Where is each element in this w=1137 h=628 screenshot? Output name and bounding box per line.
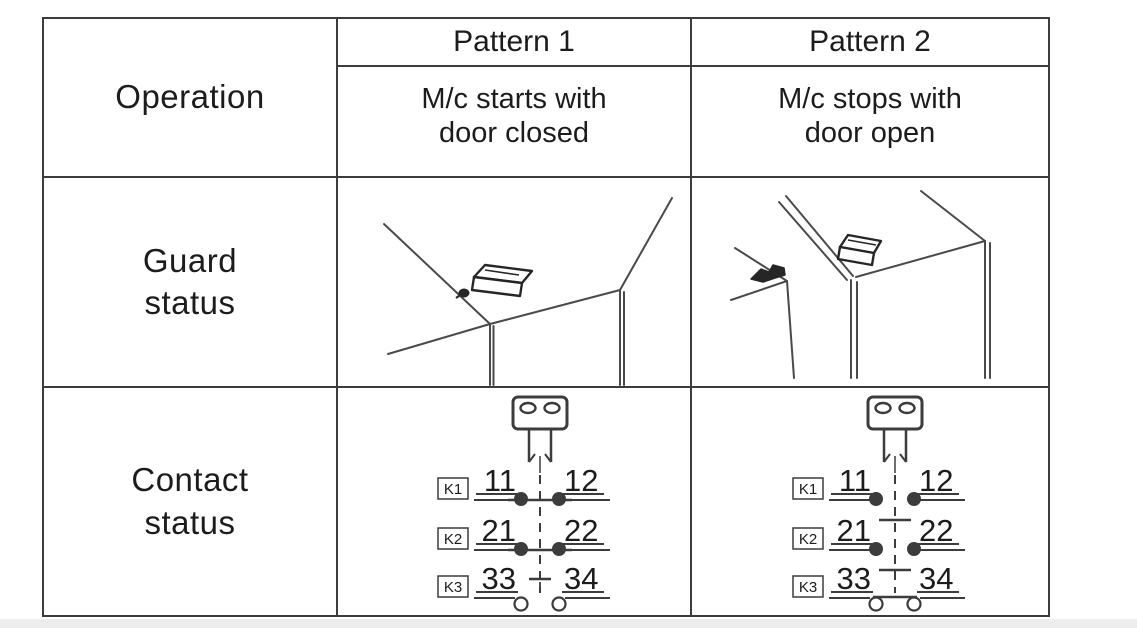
roof-edge-right xyxy=(620,198,672,290)
terminal-number-right: 34 xyxy=(919,561,954,596)
pattern1-title: Pattern 1 xyxy=(453,25,575,58)
key-hole-right xyxy=(900,403,915,413)
front-corner-vertical xyxy=(490,324,494,385)
operation-label: Operation xyxy=(115,78,265,116)
operation-header-cell xyxy=(44,19,338,178)
scan-bottom-edge xyxy=(0,619,1137,628)
pattern1-subtitle-line1: M/c starts with xyxy=(421,82,607,115)
door-corner-vertical xyxy=(787,281,794,378)
contact-diagram-pattern1-cell xyxy=(338,388,692,615)
contact-status-label-line2: status xyxy=(144,503,236,541)
pattern2-title-cell xyxy=(692,19,1048,67)
relay-label: K1 xyxy=(443,481,463,498)
frame-right-vertical xyxy=(985,241,990,378)
terminal-number-right: 34 xyxy=(564,561,599,596)
frame-left-vertical xyxy=(851,280,857,378)
terminal-number-right: 12 xyxy=(564,463,599,498)
actuator-key-icon xyxy=(513,397,567,429)
interlock-switch-icon xyxy=(838,235,881,265)
terminal-number-left: 33 xyxy=(836,561,871,596)
door-front-edge xyxy=(731,281,787,300)
terminal-number-left: 33 xyxy=(481,561,516,596)
frame-left-edge xyxy=(779,196,853,280)
terminal-number-left: 21 xyxy=(836,513,871,548)
guard-door-open-drawing xyxy=(693,178,1047,386)
actuator-key-icon xyxy=(868,397,922,429)
front-edge-left xyxy=(388,324,490,354)
guard-door-open-cell xyxy=(692,178,1048,388)
guard-door-closed-cell xyxy=(338,178,692,388)
pattern1-subtitle-cell xyxy=(338,67,692,178)
key-hole-left xyxy=(876,403,891,413)
contact-diagram-pattern2-cell xyxy=(692,388,1048,615)
contact-circle-right xyxy=(553,598,566,611)
terminal-number-right: 22 xyxy=(564,513,599,548)
relay-label: K2 xyxy=(443,531,463,548)
guard-status-label-line2: status xyxy=(144,284,236,321)
terminal-number-left: 21 xyxy=(481,513,516,548)
relay-label: K2 xyxy=(798,531,818,548)
contact-circle-right xyxy=(908,598,921,611)
terminal-number-right: 22 xyxy=(919,513,954,548)
contact-circle-left xyxy=(515,598,528,611)
contact-status-label-line1: Contact xyxy=(131,461,249,499)
roof-edge-left xyxy=(384,224,490,324)
frame-roof-edge-right xyxy=(921,191,985,241)
terminal-number-left: 11 xyxy=(483,463,516,498)
guard-status-label-line1: Guard xyxy=(142,241,238,279)
operation-pattern-table xyxy=(42,17,1050,617)
contact-status-label-cell xyxy=(44,388,338,615)
contact-diagram-pattern1 xyxy=(338,389,690,614)
relay-label: K1 xyxy=(798,481,818,498)
guard-door-closed-drawing xyxy=(338,178,690,386)
key-hole-right xyxy=(545,403,560,413)
terminal-number-right: 12 xyxy=(919,463,954,498)
guard-status-label-cell xyxy=(44,178,338,388)
interlock-switch-icon xyxy=(456,265,532,298)
pattern2-subtitle-line1: M/c stops with xyxy=(778,82,962,115)
key-hole-left xyxy=(521,403,536,413)
right-corner-vertical xyxy=(620,290,624,385)
pattern2-subtitle-line2: door open xyxy=(804,116,936,149)
pattern2-title: Pattern 2 xyxy=(809,25,931,58)
contact-dot-left xyxy=(869,542,883,556)
pattern1-title-cell xyxy=(338,19,692,67)
contact-dot-right xyxy=(907,542,921,556)
relay-label: K3 xyxy=(798,579,818,596)
pattern2-subtitle-cell xyxy=(692,67,1048,178)
terminal-number-left: 11 xyxy=(838,463,871,498)
contact-diagram-pattern2 xyxy=(693,389,1047,614)
relay-label: K3 xyxy=(443,579,463,596)
contact-dot-right xyxy=(907,492,921,506)
pattern1-subtitle-line2: door closed xyxy=(439,116,589,149)
contact-dot-left xyxy=(869,492,883,506)
contact-circle-left xyxy=(870,598,883,611)
actuator-key-icon xyxy=(751,265,785,282)
